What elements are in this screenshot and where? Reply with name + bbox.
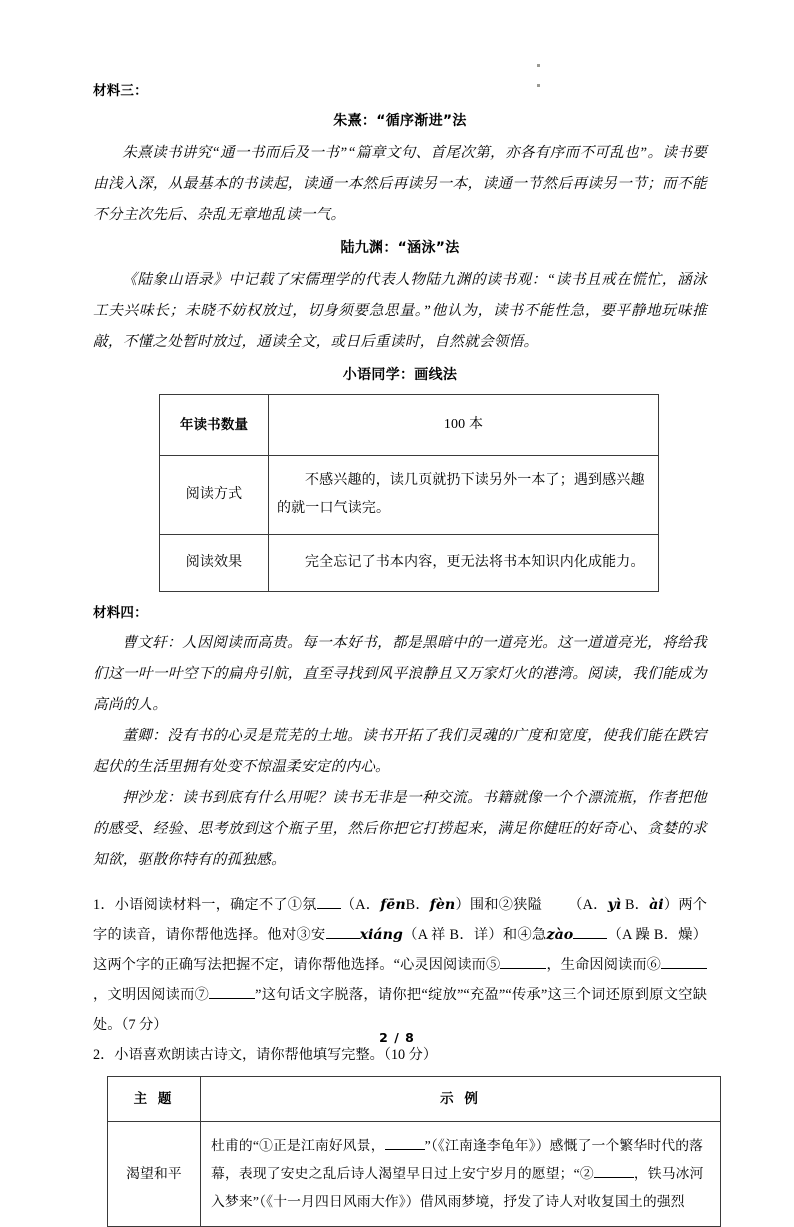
poem-fill-table <box>107 1076 721 1227</box>
material-three-label: 材料三： <box>93 83 148 99</box>
material-four-paragraph-dongqing: 董卿：没有书的心灵是荒芜的土地。读书开拓了我们灵魂的广度和宽度，使我们能在跌宕起伏的生活里拥有处变不惊温柔安定的内心。 <box>93 728 707 775</box>
table-row <box>160 395 659 456</box>
row-topic-peace: 渴望和平 <box>108 1122 201 1227</box>
table-row <box>160 535 659 592</box>
question-1-block <box>93 890 707 1040</box>
q1-blank-zao[interactable] <box>573 938 607 939</box>
row-label-book-count: 年读书数量 <box>160 395 269 456</box>
lujiuyuan-method-heading: 陆九渊：“涵泳”法 <box>340 240 460 256</box>
question-2-prompt: 小语喜欢朗读古诗文，请你帮他填写完整。（10 分） <box>114 1047 438 1063</box>
material-four-paragraph-caowenxuan: 曹文轩：人因阅读而高贵。每一本好书，都是黑暗中的一道亮光。这一道道亮光，将给我们这一叶一叶空下的扁舟引航，直至寻找到风平浪静且又万家灯火的港湾。阅读，我们能成为高尚的人。 <box>93 635 707 713</box>
xiaoyu-method-heading: 小语同学：画线法 <box>342 367 458 383</box>
question-1-number: 1． <box>93 897 115 913</box>
question-2-block <box>93 1040 707 1227</box>
question-2-number: 2． <box>93 1047 115 1063</box>
row-value-reading-effect: 完全忘记了书本内容，更无法将书本知识内化成能力。 <box>269 535 659 592</box>
q2-example-part-3: ，铁马冰河入梦来”（《十一月四日风雨大作》）借风雨梦境，抒发了诗人对收复国土的强烈 <box>211 1166 704 1209</box>
q1-seg-9: （A 躁 B．燥）这两个字的正确写法把握不定，请你帮他选择。“心灵因阅读而⑤ <box>93 927 707 973</box>
q1-seg-1: 小语阅读材料一，确定不了①氛 <box>114 897 317 913</box>
q1-blank-7[interactable] <box>209 998 255 999</box>
table-header-row <box>108 1077 721 1122</box>
q1-pinyin-ai-a: yì <box>607 897 622 913</box>
row-value-book-count: 100 本 <box>269 395 659 456</box>
material-four-label: 材料四： <box>93 605 148 621</box>
q2-example-part-2: ”（《江南逢李龟年》）感慨了一个繁华时代的落幕，表现了安史之乱后诗人渴望早日过上安宁岁月的愿望；“② <box>211 1138 704 1181</box>
q1-blank-5[interactable] <box>500 968 546 969</box>
table-row <box>108 1122 721 1227</box>
row-label-reading-method: 阅读方式 <box>160 456 269 535</box>
q1-seg-7: ）两个字的读音，请你帮他选择。他对③安 <box>93 897 707 943</box>
column-header-topic: 主 题 <box>108 1077 201 1122</box>
column-header-example: 示 例 <box>201 1077 721 1122</box>
q1-blank-xiang[interactable] <box>326 938 360 939</box>
material-four-paragraph-yashalong: 押沙龙：读书到底有什么用呢？读书无非是一种交流。书籍就像一个个漂流瓶，作者把他的感受、经验、思考放到这个瓶子里，然后你把它打捞起来，满足你健旺的好奇心、贪婪的求知欲，驱散你特有的孤独感。 <box>93 790 707 868</box>
q1-pinyin-xiang: xiáng <box>359 927 403 943</box>
q2-blank-1[interactable] <box>385 1149 425 1150</box>
q1-seg-2: （A． <box>340 897 381 913</box>
q1-pinyin-fen-b: fèn <box>429 897 456 913</box>
q1-seg-12: ”这句话文字脱落，请你把“绽放”“充盈”“传承”这三个词还原到原文空缺处。（7 分） <box>93 987 707 1033</box>
row-label-reading-effect: 阅读效果 <box>160 535 269 592</box>
q2-example-part-1: 杜甫的“①正是江南好风景， <box>211 1138 385 1153</box>
q1-blank-fen[interactable] <box>317 908 341 909</box>
question-1-text <box>93 890 707 1040</box>
q1-seg-8: （A 祥 B．详）和④急 <box>402 927 547 943</box>
q1-seg-10: ，生命因阅读而⑥ <box>546 957 661 973</box>
q1-seg-11: ，文明因阅读而⑦ <box>93 987 210 1003</box>
page-content <box>93 78 707 1227</box>
q1-seg-6: B． <box>624 897 650 913</box>
table-row <box>160 456 659 535</box>
scan-artifact-dot <box>537 64 540 67</box>
q1-seg-5: （A． <box>568 897 608 913</box>
row-example-peace <box>201 1122 721 1227</box>
q1-pinyin-fen-a: fēn <box>380 897 406 913</box>
q1-seg-4: ）围和②狭隘 <box>455 897 542 913</box>
q1-pinyin-ai-b: ài <box>649 897 664 913</box>
q1-pinyin-zao: zào <box>546 927 574 943</box>
zhuxi-method-heading: 朱熹：“循序渐进”法 <box>333 113 467 129</box>
q1-blank-6[interactable] <box>661 968 707 969</box>
q2-blank-2[interactable] <box>594 1177 634 1178</box>
lujiuyuan-method-body: 《陆象山语录》中记载了宋儒理学的代表人物陆九渊的读书观：“读书且戒在慌忙，涵泳工夫兴味长；未晓不妨权放过，切身须要急思量。”他认为，读书不能性急，要平静地玩味推敲，不懂之处暂时放过，通读全文，或日后重读时，自然就会领悟。 <box>93 272 707 350</box>
row-value-reading-method: 不感兴趣的，读几页就扔下读另外一本了；遇到感兴趣的就一口气读完。 <box>269 456 659 535</box>
zhuxi-method-body: 朱熹读书讲究“通一书而后及一书”“篇章文句、首尾次第，亦各有序而不可乱也”。读书要由浅入深，从最基本的书读起，读通一本然后再读另一本，读通一节然后再读另一节；而不能不分主次先后、杂乱无章地乱读一气。 <box>93 145 707 223</box>
page-footer: 2 / 8 <box>379 1030 415 1045</box>
reading-habit-table <box>159 394 659 592</box>
q1-seg-3: B． <box>405 897 430 913</box>
